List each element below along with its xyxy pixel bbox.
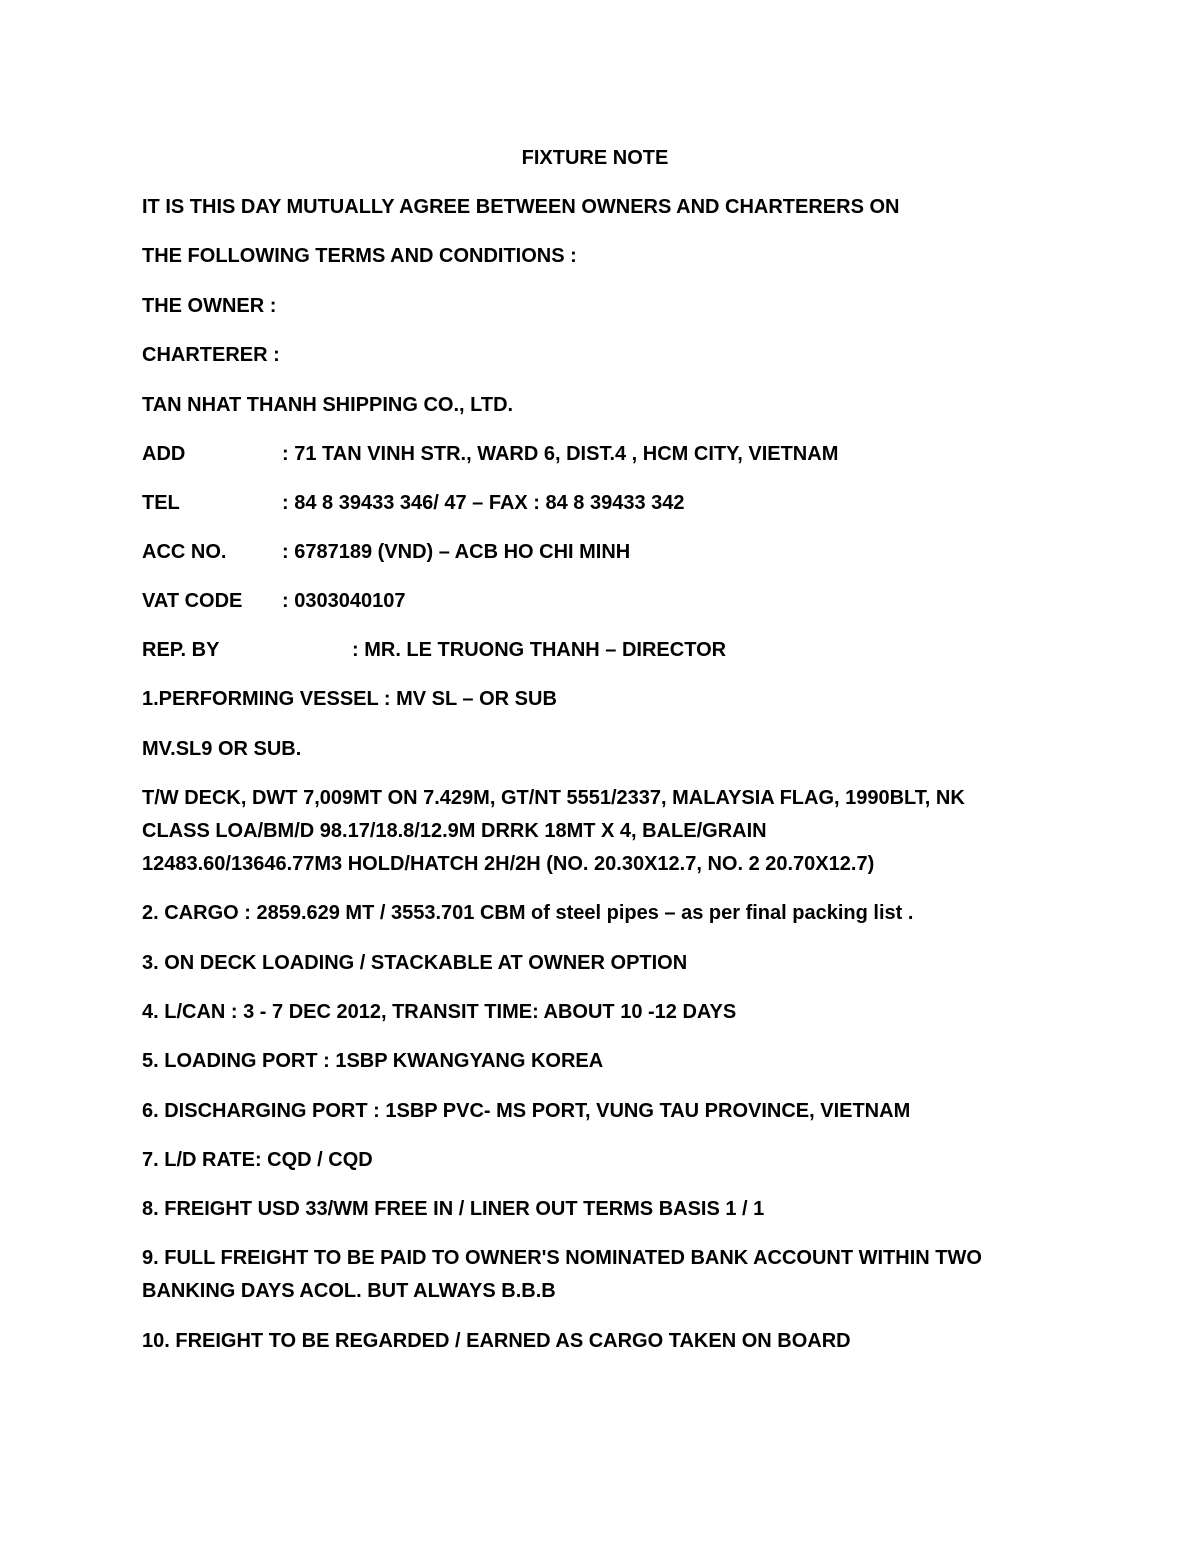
rep-row [142,638,727,662]
term-item-6: 6. DISCHARGING PORT : 1SBP PVC- MS PORT, VUNG TAU PROVINCE, VIETNAM [142,1100,911,1122]
vessel-line: 1.PERFORMING VESSEL : MV SL – OR SUB [142,688,557,710]
term-item-9-line-2: BANKING DAYS ACOL. BUT ALWAYS B.B.B [142,1280,556,1302]
address-label: ADD [142,443,186,465]
tel-row [142,491,685,515]
account-label: ACC NO. [142,541,227,563]
rep-label: REP. BY [142,639,220,661]
tel-label: TEL [142,492,180,514]
term-item-8: 8. FREIGHT USD 33/WM FREE IN / LINER OUT TERMS BASIS 1 / 1 [142,1198,765,1220]
charterer-label: CHARTERER : [142,344,280,366]
vessel-description-3: 12483.60/13646.77M3 HOLD/HATCH 2H/2H (NO. 20.30X12.7, NO. 2 20.70X12.7) [142,853,875,875]
term-item-7: 7. L/D RATE: CQD / CQD [142,1149,373,1171]
vessel-description-2: CLASS LOA/BM/D 98.17/18.8/12.9M DRRK 18MT X 4, BALE/GRAIN [142,820,767,842]
term-item-4: 4. L/CAN : 3 - 7 DEC 2012, TRANSIT TIME: ABOUT 10 -12 DAYS [142,1001,737,1023]
intro-line-2: THE FOLLOWING TERMS AND CONDITIONS : [142,245,577,267]
tel-value: : 84 8 39433 346/ 47 – FAX : 84 8 39433 342 [282,492,685,514]
vat-label: VAT CODE [142,590,243,612]
intro-line-1: IT IS THIS DAY MUTUALLY AGREE BETWEEN OWNERS AND CHARTERERS ON [142,196,900,218]
account-row [142,540,631,564]
address-value: : 71 TAN VINH STR., WARD 6, DIST.4 , HCM CITY, VIETNAM [282,443,839,465]
company-name: TAN NHAT THANH SHIPPING CO., LTD. [142,394,514,416]
term-item-2: 2. CARGO : 2859.629 MT / 3553.701 CBM of steel pipes – as per final packing list . [142,902,914,924]
owner-label: THE OWNER : [142,295,277,317]
term-item-3: 3. ON DECK LOADING / STACKABLE AT OWNER OPTION [142,952,688,974]
account-value: : 6787189 (VND) – ACB HO CHI MINH [282,541,631,563]
vessel-description-1: T/W DECK, DWT 7,009MT ON 7.429M, GT/NT 5551/2337, MALAYSIA FLAG, 1990BLT, NK [142,787,965,809]
term-item-9-line-1: 9. FULL FREIGHT TO BE PAID TO OWNER'S NOMINATED BANK ACCOUNT WITHIN TWO [142,1247,982,1269]
vat-value: : 0303040107 [282,590,406,612]
term-item-5: 5. LOADING PORT : 1SBP KWANGYANG KOREA [142,1050,604,1072]
term-item-10: 10. FREIGHT TO BE REGARDED / EARNED AS CARGO TAKEN ON BOARD [142,1330,851,1352]
address-row [142,442,839,466]
vessel-sub-line: MV.SL9 OR SUB. [142,738,302,760]
vat-row [142,589,406,613]
document-title: FIXTURE NOTE [521,147,669,169]
rep-value: : MR. LE TRUONG THANH – DIRECTOR [352,639,727,661]
